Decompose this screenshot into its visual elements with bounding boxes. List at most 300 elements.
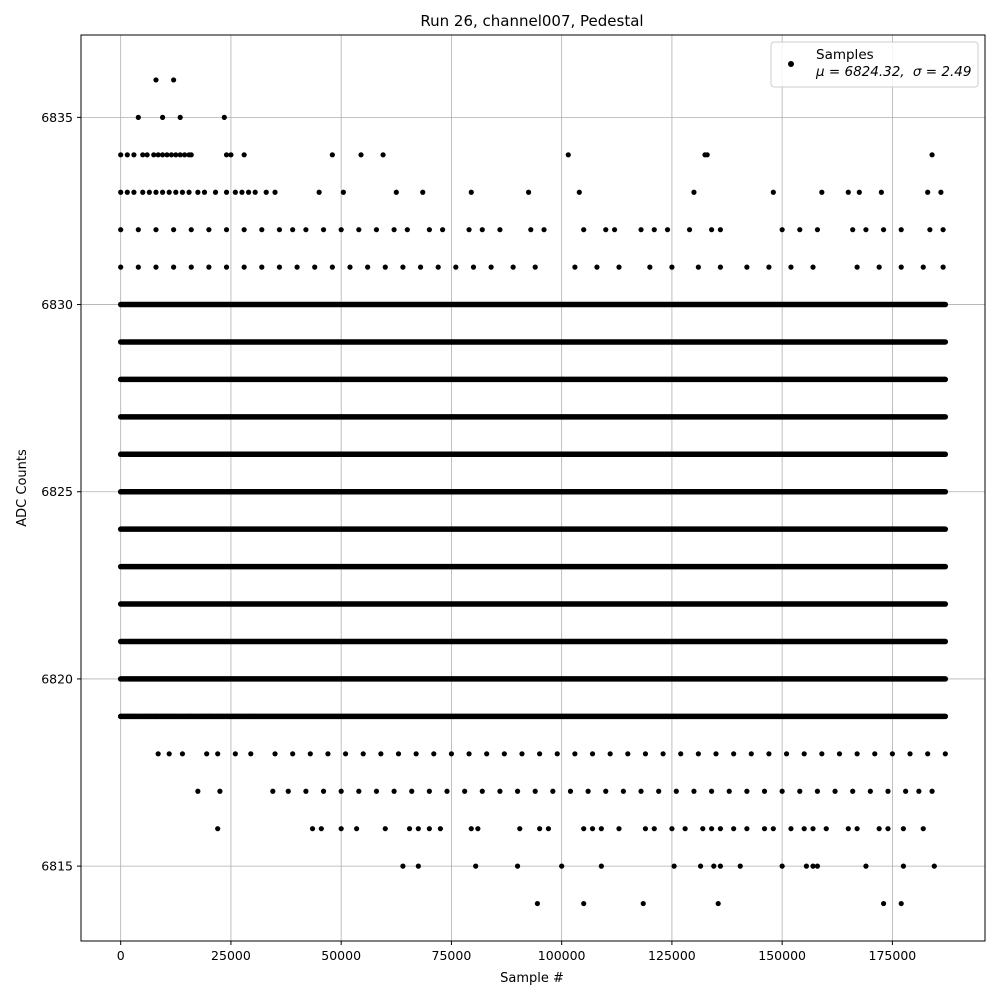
sample-point (147, 190, 152, 195)
sample-point (339, 227, 344, 232)
sample-point (489, 265, 494, 270)
legend-marker (788, 61, 794, 67)
sample-point (189, 714, 194, 719)
sample-point (180, 190, 185, 195)
sample-point (691, 789, 696, 794)
sample-point (197, 676, 202, 681)
sample-point (438, 826, 443, 831)
sample-point (361, 751, 366, 756)
sample-point (929, 789, 934, 794)
sample-point (709, 826, 714, 831)
sample-point (927, 227, 932, 232)
x-tick-label: 175000 (868, 948, 917, 963)
x-tick-label: 125000 (648, 948, 696, 963)
sample-point (303, 789, 308, 794)
sample-point (744, 265, 749, 270)
sample-point (213, 190, 218, 195)
sample-point (700, 826, 705, 831)
sample-point (638, 227, 643, 232)
sample-point (590, 751, 595, 756)
sample-point (217, 789, 222, 794)
sample-point (731, 826, 736, 831)
sample-point (374, 789, 379, 794)
sample-point (156, 751, 161, 756)
sample-point (330, 152, 335, 157)
sample-point (272, 190, 277, 195)
sample-point (784, 751, 789, 756)
sample-point (233, 190, 238, 195)
sample-point (652, 826, 657, 831)
sample-point (780, 227, 785, 232)
sample-point (665, 227, 670, 232)
sample-point (899, 265, 904, 270)
legend (771, 42, 978, 87)
sample-point (380, 152, 385, 157)
sample-point (599, 826, 604, 831)
sample-point (819, 751, 824, 756)
sample-point (738, 864, 743, 869)
sample-point (594, 265, 599, 270)
sample-point (270, 789, 275, 794)
sample-point (202, 190, 207, 195)
sample-point (802, 751, 807, 756)
sample-point (469, 190, 474, 195)
sample-point (608, 751, 613, 756)
sample-point (131, 190, 136, 195)
sample-point (131, 714, 136, 719)
sample-point (290, 227, 295, 232)
sample-point (127, 676, 132, 681)
sample-point (354, 826, 359, 831)
sample-point (215, 714, 220, 719)
sample-point (160, 115, 165, 120)
sample-point (125, 152, 130, 157)
chart-title: Run 26, channel007, Pedestal (420, 12, 644, 30)
sample-point (466, 227, 471, 232)
sample-point (718, 227, 723, 232)
x-tick-label: 50000 (321, 948, 362, 963)
sample-point (409, 789, 414, 794)
sample-point (526, 190, 531, 195)
sample-point (802, 826, 807, 831)
sample-point (153, 676, 158, 681)
sample-point (497, 789, 502, 794)
sample-point (533, 265, 538, 270)
sample-point (162, 676, 167, 681)
sample-point (555, 751, 560, 756)
sample-point (731, 751, 736, 756)
sample-point (727, 789, 732, 794)
sample-point (903, 789, 908, 794)
sample-point (718, 265, 723, 270)
sample-point (899, 227, 904, 232)
sample-point (420, 190, 425, 195)
sample-point (253, 190, 258, 195)
sample-point (577, 190, 582, 195)
sample-point (749, 751, 754, 756)
sample-point (378, 751, 383, 756)
sample-point (709, 789, 714, 794)
sample-point (846, 826, 851, 831)
sample-point (356, 789, 361, 794)
sample-point (246, 190, 251, 195)
sample-point (824, 826, 829, 831)
sample-point (647, 265, 652, 270)
sample-point (195, 190, 200, 195)
sample-point (925, 190, 930, 195)
sample-point (537, 826, 542, 831)
sample-point (546, 826, 551, 831)
sample-point (713, 751, 718, 756)
sample-point (687, 227, 692, 232)
sample-point (160, 190, 165, 195)
x-tick-label: 25000 (211, 948, 251, 963)
sample-point (696, 265, 701, 270)
sample-point (222, 115, 227, 120)
sample-point (797, 227, 802, 232)
sample-point (837, 751, 842, 756)
sample-point (815, 227, 820, 232)
sample-point (855, 751, 860, 756)
sample-point (788, 265, 793, 270)
sample-point (272, 751, 277, 756)
sample-point (427, 227, 432, 232)
sample-point (173, 190, 178, 195)
sample-point (237, 714, 242, 719)
sample-point (881, 227, 886, 232)
sample-point (921, 265, 926, 270)
sample-point (586, 789, 591, 794)
sample-point (550, 789, 555, 794)
sample-point (118, 265, 123, 270)
sample-point (691, 190, 696, 195)
y-tick-label: 6825 (41, 484, 73, 500)
sample-point (180, 751, 185, 756)
sample-point (877, 265, 882, 270)
sample-point (832, 789, 837, 794)
sample-point (537, 751, 542, 756)
sample-point (436, 265, 441, 270)
sample-point (136, 265, 141, 270)
sample-point (171, 265, 176, 270)
sample-point (418, 265, 423, 270)
sample-point (167, 190, 172, 195)
sample-point (125, 190, 130, 195)
sample-point (943, 751, 948, 756)
sample-point (204, 751, 209, 756)
sample-point (250, 714, 255, 719)
sample-point (469, 826, 474, 831)
sample-point (466, 751, 471, 756)
sample-point (916, 789, 921, 794)
sample-point (449, 751, 454, 756)
sample-point (473, 864, 478, 869)
sample-point (180, 676, 185, 681)
sample-point (599, 864, 604, 869)
sample-point (566, 152, 571, 157)
sample-point (616, 826, 621, 831)
sample-point (118, 227, 123, 232)
sample-point (475, 826, 480, 831)
sample-point (200, 714, 205, 719)
sample-point (414, 751, 419, 756)
sample-point (762, 826, 767, 831)
y-tick-label: 6820 (41, 671, 73, 687)
sample-point (391, 227, 396, 232)
sample-point (321, 789, 326, 794)
sample-point (167, 751, 172, 756)
sample-point (901, 864, 906, 869)
sample-point (541, 227, 546, 232)
sample-point (863, 227, 868, 232)
sample-point (427, 789, 432, 794)
sample-point (228, 152, 233, 157)
sample-point (195, 789, 200, 794)
sample-point (652, 227, 657, 232)
sample-point (189, 265, 194, 270)
sample-point (317, 190, 322, 195)
sample-point (118, 152, 123, 157)
sample-point (145, 714, 150, 719)
sample-point (932, 864, 937, 869)
sample-point (771, 826, 776, 831)
sample-point (621, 789, 626, 794)
sample-point (125, 714, 130, 719)
sample-point (118, 714, 123, 719)
sample-point (416, 864, 421, 869)
sample-point (303, 227, 308, 232)
sample-point (528, 227, 533, 232)
sample-point (515, 789, 520, 794)
sample-point (189, 152, 194, 157)
sample-point (153, 714, 158, 719)
sample-point (319, 826, 324, 831)
sample-point (264, 190, 269, 195)
sample-point (290, 751, 295, 756)
sample-point (358, 152, 363, 157)
sample-point (502, 751, 507, 756)
sample-point (766, 751, 771, 756)
y-tick-label: 6835 (41, 109, 73, 125)
sample-point (890, 751, 895, 756)
sample-point (153, 227, 158, 232)
sample-point (171, 227, 176, 232)
sample-point (533, 789, 538, 794)
y-axis-label: ADC Counts (15, 449, 30, 527)
sample-point (365, 265, 370, 270)
sample-point (669, 265, 674, 270)
sample-point (669, 826, 674, 831)
sample-point (286, 789, 291, 794)
sample-point (259, 265, 264, 270)
sample-point (310, 826, 315, 831)
sample-point (559, 864, 564, 869)
sample-point (294, 265, 299, 270)
sample-point (519, 751, 524, 756)
sample-point (804, 864, 809, 869)
sample-point (136, 227, 141, 232)
sample-point (762, 789, 767, 794)
sample-point (879, 190, 884, 195)
sample-point (581, 227, 586, 232)
sample-point (938, 190, 943, 195)
sample-point (277, 265, 282, 270)
sample-point (206, 676, 211, 681)
sample-point (233, 751, 238, 756)
legend-sigma: σ = 2.49 (912, 64, 972, 80)
sample-point (901, 826, 906, 831)
sample-point (656, 789, 661, 794)
sample-point (616, 265, 621, 270)
sample-point (815, 789, 820, 794)
sample-point (771, 190, 776, 195)
sample-point (672, 864, 677, 869)
sample-point (744, 826, 749, 831)
x-tick-label: 150000 (758, 948, 807, 963)
sample-point (407, 826, 412, 831)
sample-point (921, 826, 926, 831)
sample-point (242, 152, 247, 157)
sample-point (581, 901, 586, 906)
sample-point (462, 789, 467, 794)
sample-point (638, 789, 643, 794)
sample-point (145, 152, 150, 157)
sample-point (885, 789, 890, 794)
sample-point (696, 751, 701, 756)
sample-point (215, 826, 220, 831)
sample-point (347, 265, 352, 270)
sample-point (643, 751, 648, 756)
sample-point (440, 227, 445, 232)
sample-point (206, 714, 211, 719)
sample-point (416, 826, 421, 831)
y-tick-label: 6815 (41, 858, 73, 874)
sample-point (603, 789, 608, 794)
sample-point (308, 751, 313, 756)
sample-point (405, 227, 410, 232)
sample-point (863, 864, 868, 869)
sample-point (396, 751, 401, 756)
sample-point (612, 227, 617, 232)
sample-point (242, 227, 247, 232)
sample-point (846, 190, 851, 195)
sample-point (356, 227, 361, 232)
sample-point (872, 751, 877, 756)
sample-point (850, 789, 855, 794)
sample-point (643, 826, 648, 831)
sample-point (259, 227, 264, 232)
sample-point (535, 901, 540, 906)
sample-point (339, 789, 344, 794)
sample-point (339, 826, 344, 831)
sample-point (766, 265, 771, 270)
sample-point (810, 265, 815, 270)
sample-point (819, 190, 824, 195)
sample-point (877, 826, 882, 831)
sample-point (683, 826, 688, 831)
sample-point (153, 190, 158, 195)
sample-point (899, 901, 904, 906)
sample-point (431, 751, 436, 756)
sample-point (178, 115, 183, 120)
sample-point (868, 789, 873, 794)
sample-point (118, 676, 123, 681)
legend-stats (815, 64, 971, 80)
sample-point (215, 676, 220, 681)
sample-point (797, 789, 802, 794)
sample-point (136, 676, 141, 681)
sample-point (568, 789, 573, 794)
sample-point (186, 190, 191, 195)
sample-point (641, 901, 646, 906)
sample-point (171, 714, 176, 719)
sample-point (941, 265, 946, 270)
sample-point (224, 265, 229, 270)
sample-point (711, 864, 716, 869)
sample-point (153, 265, 158, 270)
sample-point (374, 227, 379, 232)
sample-point (453, 265, 458, 270)
sample-point (383, 265, 388, 270)
sample-point (206, 265, 211, 270)
sample-point (131, 152, 136, 157)
sample-point (744, 789, 749, 794)
sample-point (788, 826, 793, 831)
sample-point (718, 864, 723, 869)
sample-point (698, 864, 703, 869)
sample-point (857, 190, 862, 195)
sample-point (312, 265, 317, 270)
sample-point (590, 826, 595, 831)
sample-point (277, 227, 282, 232)
sample-point (242, 265, 247, 270)
sample-point (400, 864, 405, 869)
sample-point (855, 265, 860, 270)
sample-point (189, 676, 194, 681)
sample-point (515, 864, 520, 869)
sample-point (224, 714, 229, 719)
sample-point (497, 227, 502, 232)
sample-point (171, 676, 176, 681)
sample-point (206, 227, 211, 232)
sample-point (678, 751, 683, 756)
sample-point (145, 676, 150, 681)
x-tick-label: 0 (116, 948, 125, 963)
sample-point (815, 864, 820, 869)
sample-point (517, 826, 522, 831)
sample-point (248, 751, 253, 756)
sample-point (341, 190, 346, 195)
legend-mu: μ = 6824.32, (816, 64, 905, 80)
sample-point (929, 152, 934, 157)
sample-point (171, 77, 176, 82)
sample-point (383, 826, 388, 831)
sample-point (444, 789, 449, 794)
sample-point (140, 190, 145, 195)
sample-point (325, 751, 330, 756)
sample-point (881, 901, 886, 906)
sample-point (581, 826, 586, 831)
sample-point (941, 227, 946, 232)
sample-point (162, 714, 167, 719)
sample-point (718, 826, 723, 831)
sample-point (224, 190, 229, 195)
sample-point (189, 227, 194, 232)
sample-point (118, 190, 123, 195)
sample-point (855, 826, 860, 831)
sample-point (153, 77, 158, 82)
sample-point (215, 751, 220, 756)
